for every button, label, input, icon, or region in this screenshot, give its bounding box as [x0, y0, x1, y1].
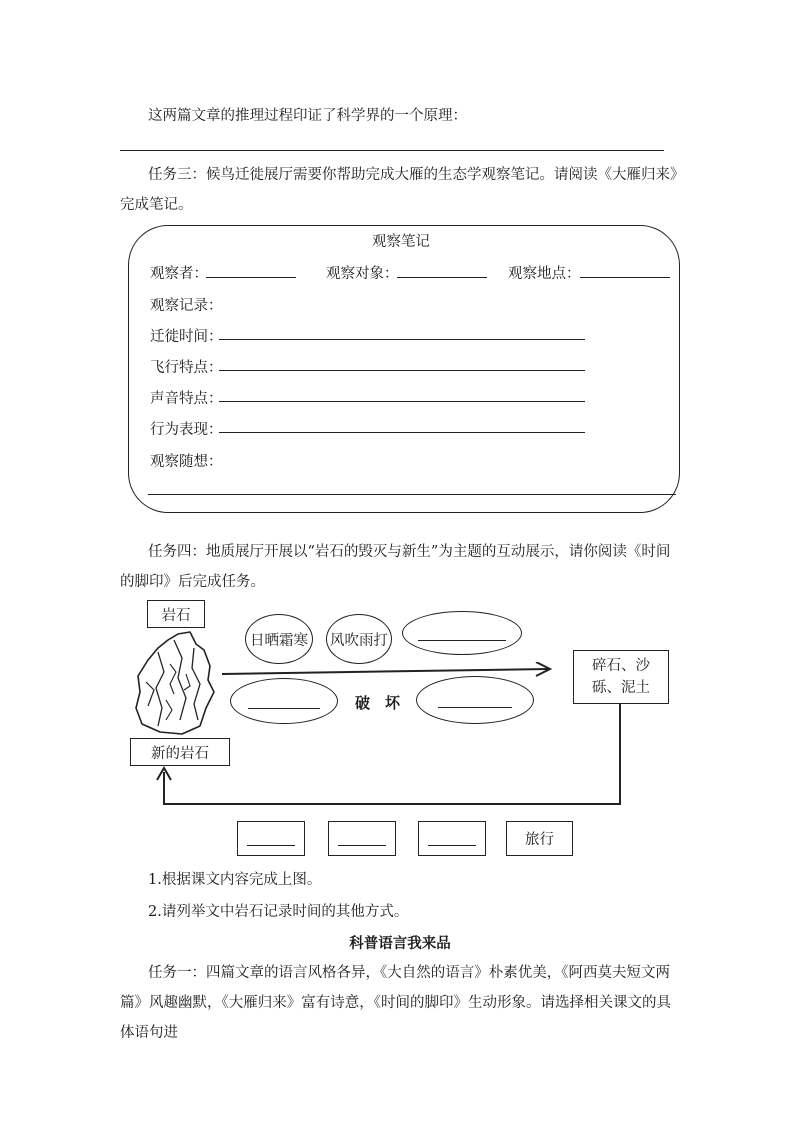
migration-time-field[interactable]: [219, 339, 585, 340]
sound-label: 声音特点：: [150, 391, 223, 407]
flight-label: 飞行特点：: [150, 360, 223, 376]
place-label: 观察地点：: [508, 266, 581, 282]
sound-field[interactable]: [219, 401, 585, 402]
task2-conclusion-text: 这两篇文章的推理过程印证了科学界的一个原理：: [148, 108, 467, 124]
note-title: 观察笔记: [372, 234, 430, 250]
place-field[interactable]: [580, 277, 670, 278]
behavior-field[interactable]: [219, 432, 585, 433]
new-rock-box: 新的岩石: [130, 738, 230, 766]
cycle-arrow: [150, 700, 630, 810]
behavior-label: 行为表现：: [150, 422, 223, 438]
reflection-field[interactable]: [148, 494, 676, 495]
object-field[interactable]: [397, 277, 487, 278]
observer-field[interactable]: [206, 277, 296, 278]
flight-field[interactable]: [219, 370, 585, 371]
migration-time-label: 迁徙时间：: [150, 329, 223, 345]
blank-underline[interactable]: [247, 831, 295, 846]
record-label: 观察记录：: [150, 298, 223, 314]
weathering-oval-1: 日晒霜寒: [245, 614, 313, 664]
blank-box-3[interactable]: [418, 821, 486, 856]
weathering-oval-2: 风吹雨打: [326, 614, 392, 664]
destroy-label: 破 坏: [355, 694, 401, 712]
result-box: 碎石、沙砾、泥土: [573, 650, 669, 704]
blank-box-2[interactable]: [328, 821, 396, 856]
question-1: 1.根据课文内容完成上图。: [148, 872, 322, 888]
blank-box-1[interactable]: [237, 821, 305, 856]
blank-underline[interactable]: [338, 831, 386, 846]
blank-underline[interactable]: [418, 626, 506, 641]
section-heading: 科普语言我来品: [349, 935, 451, 952]
task3-prompt: 任务三：候鸟迁徙展厅需要你帮助完成大雁的生态学观察笔记。请阅读《大雁归来》完成笔记。: [120, 167, 678, 213]
question-2: 2.请列举文中岩石记录时间的其他方式。: [148, 904, 409, 920]
answer-line[interactable]: [120, 150, 664, 151]
object-label: 观察对象：: [326, 266, 399, 282]
observer-label: 观察者：: [150, 266, 208, 282]
task1-text: 任务一：四篇文章的语言风格各异，《大自然的语言》朴素优美，《阿西莫夫短文两篇》风趣幽默，《大雁归来》富有诗意，《时间的脚印》生动形象。请选择相关课文的具体语句进: [120, 965, 671, 1041]
blank-oval-top[interactable]: [402, 611, 522, 655]
rock-label-box: 岩石: [147, 600, 205, 628]
task4-prompt: 任务四：地质展厅开展以“岩石的毁灭与新生”为主题的互动展示，请你阅读《时间的脚印》后完成任务。: [120, 544, 671, 590]
blank-underline[interactable]: [428, 831, 476, 846]
reflection-label: 观察随想：: [150, 454, 223, 470]
travel-box: 旅行: [506, 821, 573, 856]
